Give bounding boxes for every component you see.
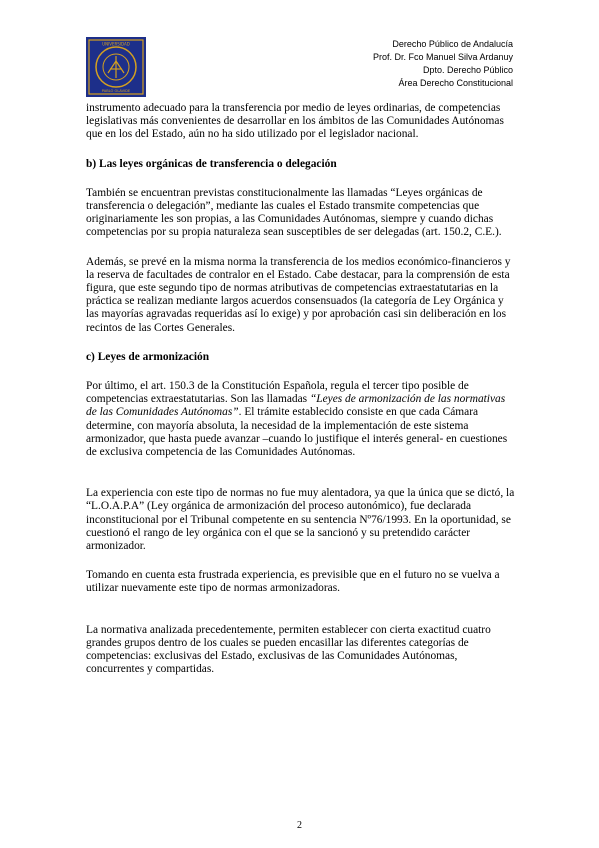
header-line-professor: Prof. Dr. Fco Manuel Silva Ardanuy (372, 52, 513, 62)
paragraph-conclusion: La normativa analizada precedentemente, permiten establecer con cierta exactitud cuatro grandes grupos dentro de los cuales se pueden encasillar las diferentes categorías de competencias: exclusivas del Estado, exclusivas de las Comunidades Autónomas, concurrentes y compartidas. (86, 623, 491, 676)
svg-text:PABLO OLAVIDE: PABLO OLAVIDE (101, 89, 131, 93)
university-logo (86, 37, 146, 97)
header-line-subject: Derecho Público de Andalucía (392, 39, 513, 49)
paragraph-c-3: Tomando en cuenta esta frustrada experiencia, es previsible que en el futuro no se vuelva a utilizar nuevamente este tipo de normas armonizadoras. (86, 569, 500, 595)
paragraph-b-1: También se encuentran previstas constitucionalmente las llamadas “Leyes orgánicas de transferencia o delegación”, mediante las cuales el Estado transmite competencias que originariamente les son propias, a las Comunidades Autónomas, siempre y cuando dichas competencias por su propia naturaleza sean susceptibles de ser delegadas (art. 150.2, C.E.). (86, 186, 502, 239)
heading-section-c: c) Leyes de armonización (86, 350, 210, 363)
document-body (86, 102, 518, 693)
header-line-department: Dpto. Derecho Público (422, 65, 513, 75)
paragraph-c-2: La experiencia con este tipo de normas no fue muy alentadora, ya que la única que se dictó, la “L.O.A.P.A” (Ley orgánica de armonización del proceso autonómico), fue declarada inconstitucional por el Tribunal competente en su sentencia Nº76/1993. En la oportunidad, se cuestionó el rango de ley orgánica con el que se la sancionó y su pretendido carácter armonizador. (86, 487, 515, 553)
harmonization-laws-quote: “Leyes de armonización de las normativas de las Comunidades Autónomas” (86, 393, 506, 419)
document-header (373, 38, 513, 90)
header-line-area: Área Derecho Constitucional (398, 78, 513, 88)
page-number: 2 (297, 820, 302, 831)
paragraph-c-1: Por último, el art. 150.3 de la Constitución Española, regula el tercer tipo posible de competencias extraestatutarias. Son las llamadas “Leyes de armonización de las normativas de las Comunidades Autónomas”. El trámite establecido consiste en que cada Cámara determine, con mayoría absoluta, la necesidad de la implementación de este sistema armonizador, que hasta puede avanzar –cuando lo justifique el interés general- en cuestiones de exclusiva competencia de las Comunidades Autónomas. (86, 380, 508, 459)
paragraph-b-2: Además, se prevé en la misma norma la transferencia de los medios económico-financieros y la reserva de facultades de contralor en el Estado. Cabe destacar, para la comprensión de esta figura, que este segundo tipo de normas atributivas de competencias extraestatutarias en la práctica se realizan mediante largos acuerdos consensuados (la categoría de Ley Orgánica y las mayorías agravadas requeridas así lo exige) y por aprobación casi sin deliberación en los recintos de las Cortes Generales. (86, 255, 511, 334)
svg-text:UNIVERSIDAD: UNIVERSIDAD (102, 41, 130, 47)
paragraph-intro: instrumento adecuado para la transferencia por medio de leyes ordinarias, de competencias legislativas más convenientes de desarrollar en los ámbitos de las Comunidades Autónomas que en los del Estado, aún no ha sido utilizado por el legislador nacional. (86, 102, 504, 141)
heading-section-b: b) Las leyes orgánicas de transferencia o delegación (86, 157, 337, 170)
